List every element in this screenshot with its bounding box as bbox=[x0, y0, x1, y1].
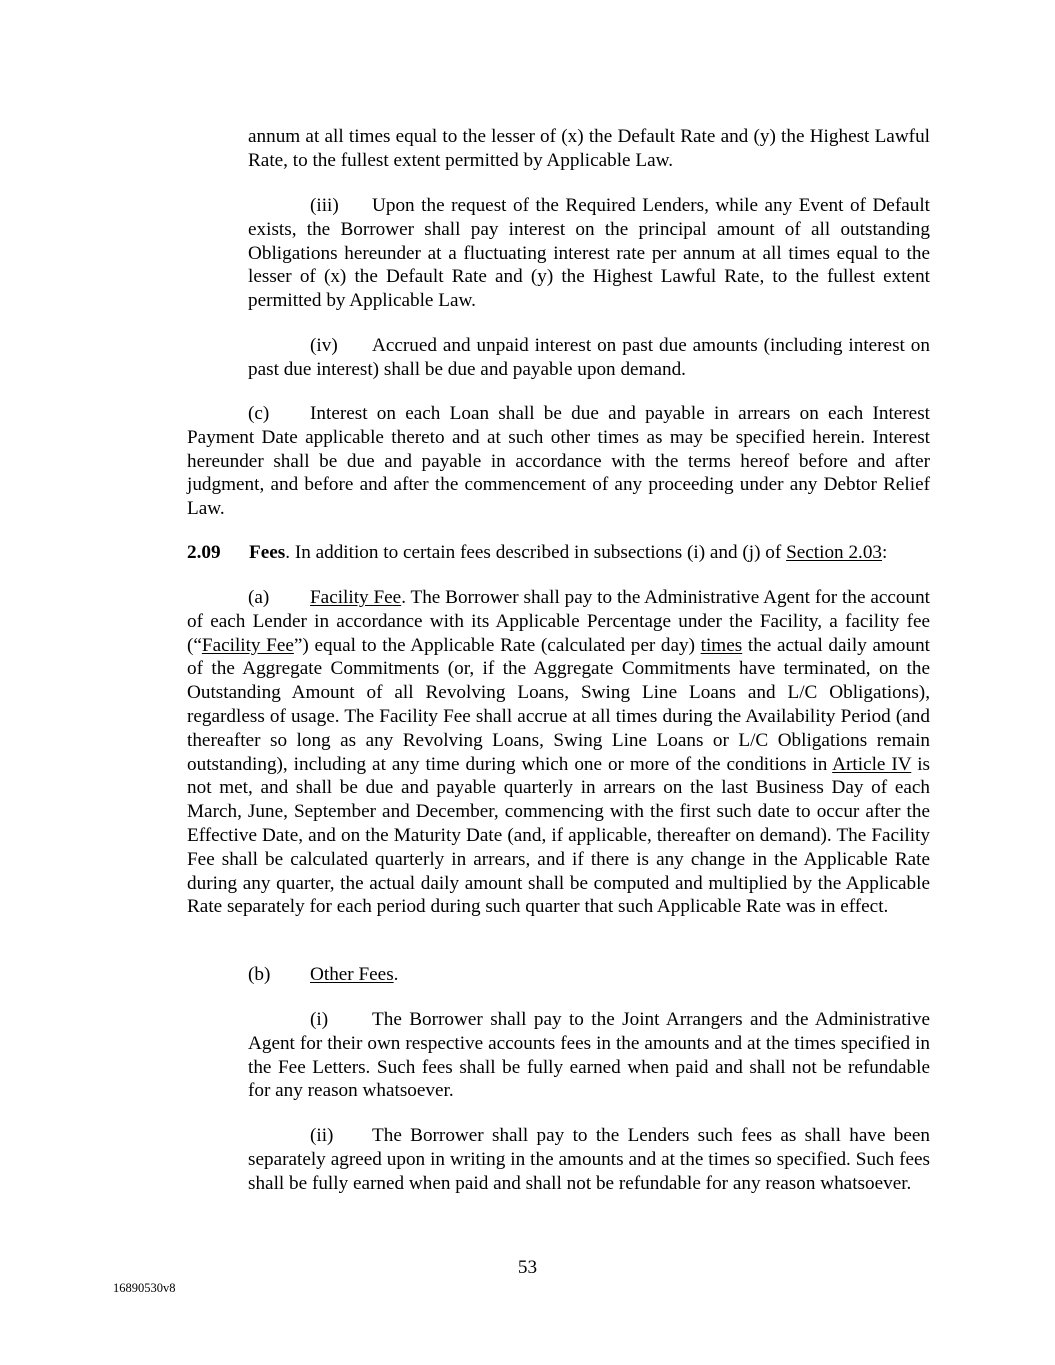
paragraph-text: Interest on each Loan shall be due and payable in arrears on each Interest Payment Date applicable thereto and at such other times as may be specified herein. Interest hereunder shall be due and payable in accordance with the terms hereof before and after judgment, and before and after the commencement of any proceeding under any Debtor Relief Law. bbox=[187, 403, 930, 520]
paragraph-text: annum at all times equal to the lesser of (x) the Default Rate and (y) the Highest Lawful Rate, to the fullest extent permitted by Applicable Law. bbox=[248, 126, 930, 171]
clause-number: (i) bbox=[310, 1009, 329, 1030]
paragraph-continuation bbox=[248, 125, 930, 173]
section-number: 2.09 bbox=[187, 542, 221, 563]
paragraph-text: the actual daily amount of the Aggregate Commitments (or, if the Aggregate Commitments have terminated, on the Outstanding Amount of all Revolving Loans, Swing Line Loans and L/C Obligations), regardless of usage. The Facility Fee shall accrue at all times during the Availability Period (and thereafter so long as any Revolving Loans, Swing Line Loans or L/C Obligations remain outstanding), including at any time during which one or more of the conditions in bbox=[187, 634, 930, 775]
paragraph-iii bbox=[248, 194, 930, 313]
clause-heading: Other Fees bbox=[310, 964, 394, 985]
defined-term: Facility Fee bbox=[201, 634, 294, 656]
paragraph-a-facility-fee bbox=[187, 586, 930, 919]
clause-number: (ii) bbox=[310, 1125, 334, 1146]
section-reference-link: Section 2.03 bbox=[786, 542, 883, 563]
document-id: 16890530v8 bbox=[113, 1281, 176, 1295]
section-intro-colon: : bbox=[882, 542, 888, 563]
section-heading-2-09 bbox=[187, 541, 930, 565]
paragraph-c bbox=[187, 402, 930, 521]
emphasis-times: times bbox=[700, 634, 743, 656]
clause-number: (a) bbox=[248, 587, 270, 608]
paragraph-text: The Borrower shall pay to the Lenders such fees as shall have been separately agreed upon in writing in the amounts and at the times so specified. Such fees shall be fully earned when paid and shall not be refundable for any reason whatsoever. bbox=[248, 1125, 930, 1194]
clause-heading: Facility Fee bbox=[310, 587, 402, 608]
paragraph-b-ii bbox=[248, 1124, 930, 1195]
paragraph-iv bbox=[248, 334, 930, 382]
article-reference-link: Article IV bbox=[832, 753, 912, 775]
paragraph-text: . The Borrower shall pay to the Administrative Agent for the account of each Lender in accordance with its Applicable Percentage under the Facility, a facility fee (“ bbox=[187, 587, 930, 656]
page-number: 53 bbox=[517, 1257, 538, 1278]
clause-number: (iv) bbox=[310, 335, 338, 356]
clause-number: (c) bbox=[248, 403, 270, 424]
clause-heading-period: . bbox=[393, 964, 399, 985]
section-intro-text: . In addition to certain fees described in subsections (i) and (j) of bbox=[285, 542, 787, 563]
paragraph-b-other-fees bbox=[248, 963, 930, 987]
paragraph-text: The Borrower shall pay to the Joint Arrangers and the Administrative Agent for their own respective accounts fees in the amounts and at the times specified in the Fee Letters. Such fees shall be fully earned when paid and shall not be refundable for any reason whatsoever. bbox=[248, 1009, 930, 1102]
paragraph-text: Upon the request of the Required Lenders, while any Event of Default exists, the Borrower shall pay interest on the principal amount of all outstanding Obligations hereunder at a fluctuating interest rate per annum at all times equal to the lesser of (x) the Default Rate and (y) the Highest Lawful Rate, to the fullest extent permitted by Applicable Law. bbox=[248, 195, 930, 312]
paragraph-text: ”) equal to the Applicable Rate (calculated per day) bbox=[293, 634, 701, 656]
clause-number: (b) bbox=[248, 964, 271, 985]
paragraph-b-i bbox=[248, 1008, 930, 1103]
paragraph-text: is not met, and shall be due and payable quarterly in arrears on the last Business Day of each March, June, September and December, commencing with the first such date to occur after the Effective Date, and on the Maturity Date (and, if applicable, thereafter on demand). The Facility Fee shall be calculated quarterly in arrears, and if there is any change in the Applicable Rate during any quarter, the actual daily amount shall be computed and multiplied by the Applicable Rate separately for each period during such quarter that such Applicable Rate was in effect. bbox=[187, 753, 930, 918]
clause-number: (iii) bbox=[310, 195, 339, 216]
paragraph-text: Accrued and unpaid interest on past due amounts (including interest on past due interest) shall be due and payable upon demand. bbox=[248, 335, 930, 380]
section-title: Fees bbox=[249, 542, 286, 563]
